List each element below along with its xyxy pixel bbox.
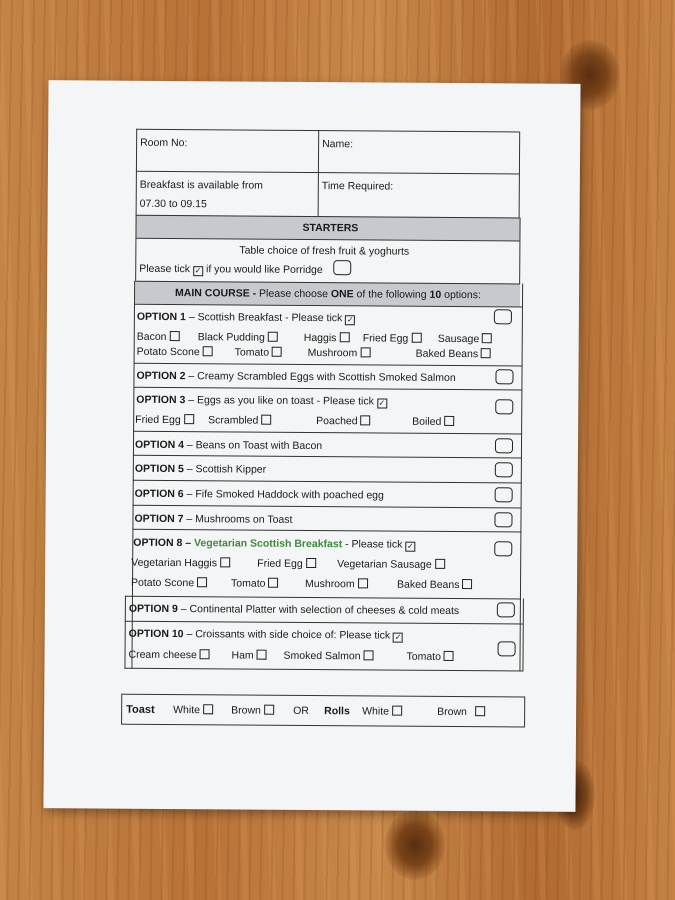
option-1-item: Potato Scone — [137, 346, 213, 359]
breakfast-hours-line2: 07.30 to 09.15 — [139, 197, 207, 211]
option-6-checkbox[interactable] — [495, 487, 513, 502]
checked-box-icon: ✓ — [406, 541, 414, 551]
option-5-title: OPTION 5 – Scottish Kipper — [134, 462, 267, 476]
option-8-item: Tomato — [231, 577, 279, 589]
breakfast-hours-line1: Breakfast is available from — [139, 178, 263, 192]
option-10-item: Cream cheese — [128, 649, 209, 662]
option-1-title: OPTION 1 – Scottish Breakfast - Please tick ✓ — [136, 310, 354, 325]
option-4-title: OPTION 4 – Beans on Toast with Bacon — [134, 438, 323, 453]
option-1-item: Sausage — [438, 333, 493, 345]
option-8-item: Vegetarian Haggis — [131, 557, 230, 570]
option-5-checkbox[interactable] — [495, 462, 513, 477]
option-8-item: Vegetarian Sausage — [337, 558, 445, 571]
option-4-checkbox[interactable] — [495, 438, 513, 453]
option-8-title: OPTION 8 – Vegetarian Scottish Breakfast - Please tick ✓ — [133, 536, 414, 551]
option-1-item: Fried Egg — [363, 332, 422, 344]
checked-box-icon: ✓ — [346, 315, 354, 325]
option-10-item: Tomato — [406, 651, 454, 663]
option-9-title: OPTION 9 – Continental Platter with selection of cheeses & cold meats — [128, 602, 460, 618]
option-8-item: Baked Beans — [397, 579, 473, 592]
option-6-title: OPTION 6 – Fife Smoked Haddock with poached egg — [134, 487, 384, 502]
option-1-item: Baked Beans — [416, 348, 492, 361]
option-7-checkbox[interactable] — [494, 512, 512, 527]
option-3-title: OPTION 3 – Eggs as you like on toast - Please tick ✓ — [136, 393, 386, 408]
option-10-item: Ham — [231, 649, 266, 661]
option-3-item: Scrambled — [208, 414, 271, 426]
option-2-checkbox[interactable] — [495, 369, 513, 384]
option-8-item: Fried Egg — [257, 558, 316, 570]
name-label: Name: — [322, 138, 354, 151]
rolls-white: White — [362, 705, 402, 717]
option-3-item: Boiled — [412, 416, 454, 428]
option-7-title: OPTION 7 – Mushrooms on Toast — [134, 512, 293, 526]
checked-box-icon: ✓ — [194, 266, 202, 276]
option-10-title: OPTION 10 – Croissants with side choice of: Please tick ✓ — [128, 627, 402, 642]
option-2-title: OPTION 2 – Creamy Scrambled Eggs with Scottish Smoked Salmon — [136, 369, 456, 385]
rolls-brown: Brown — [437, 706, 485, 718]
checked-box-icon: ✓ — [378, 398, 386, 408]
option-10-item: Smoked Salmon — [283, 650, 373, 663]
option-10-checkbox[interactable] — [498, 641, 516, 656]
toast-white: White — [173, 704, 213, 716]
or-label: OR — [293, 704, 309, 717]
rolls-label: Rolls — [324, 705, 350, 718]
porridge-please-tick: Please tick — [139, 262, 191, 276]
option-3-checkbox[interactable] — [495, 399, 513, 414]
option-8-item: Potato Scone — [131, 577, 207, 590]
breakfast-menu-sheet — [43, 80, 580, 812]
main-course-title: MAIN COURSE - Please choose ONE of the following 10 options: — [175, 287, 481, 302]
option-3-item: Fried Egg — [135, 414, 194, 426]
option-1-checkbox[interactable] — [494, 309, 512, 324]
porridge-line — [139, 263, 323, 277]
wood-knot — [385, 810, 445, 880]
option-1-item: Mushroom — [308, 347, 371, 359]
toast-label: Toast — [126, 703, 155, 716]
porridge-text: if you would like Porridge — [205, 263, 323, 277]
option-1-item: Haggis — [304, 332, 350, 344]
option-8-checkbox[interactable] — [494, 541, 512, 556]
time-required-label: Time Required: — [321, 180, 394, 193]
checked-box-icon: ✓ — [394, 632, 402, 642]
starters-title: STARTERS — [302, 221, 359, 235]
option-1-item: Bacon — [137, 331, 180, 343]
vegetarian-highlight: Vegetarian Scottish Breakfast — [193, 537, 343, 551]
option-1-item: Tomato — [235, 346, 283, 358]
room-label: Room No: — [140, 136, 188, 150]
option-8-item: Mushroom — [305, 578, 368, 590]
option-1-item: Black Pudding — [198, 331, 278, 344]
option-3-item: Poached — [316, 415, 371, 427]
option-9-checkbox[interactable] — [497, 602, 515, 617]
porridge-checkbox[interactable] — [333, 260, 351, 275]
toast-brown: Brown — [231, 704, 274, 716]
fruit-yoghurt-line: Table choice of fresh fruit & yoghurts — [239, 244, 410, 258]
